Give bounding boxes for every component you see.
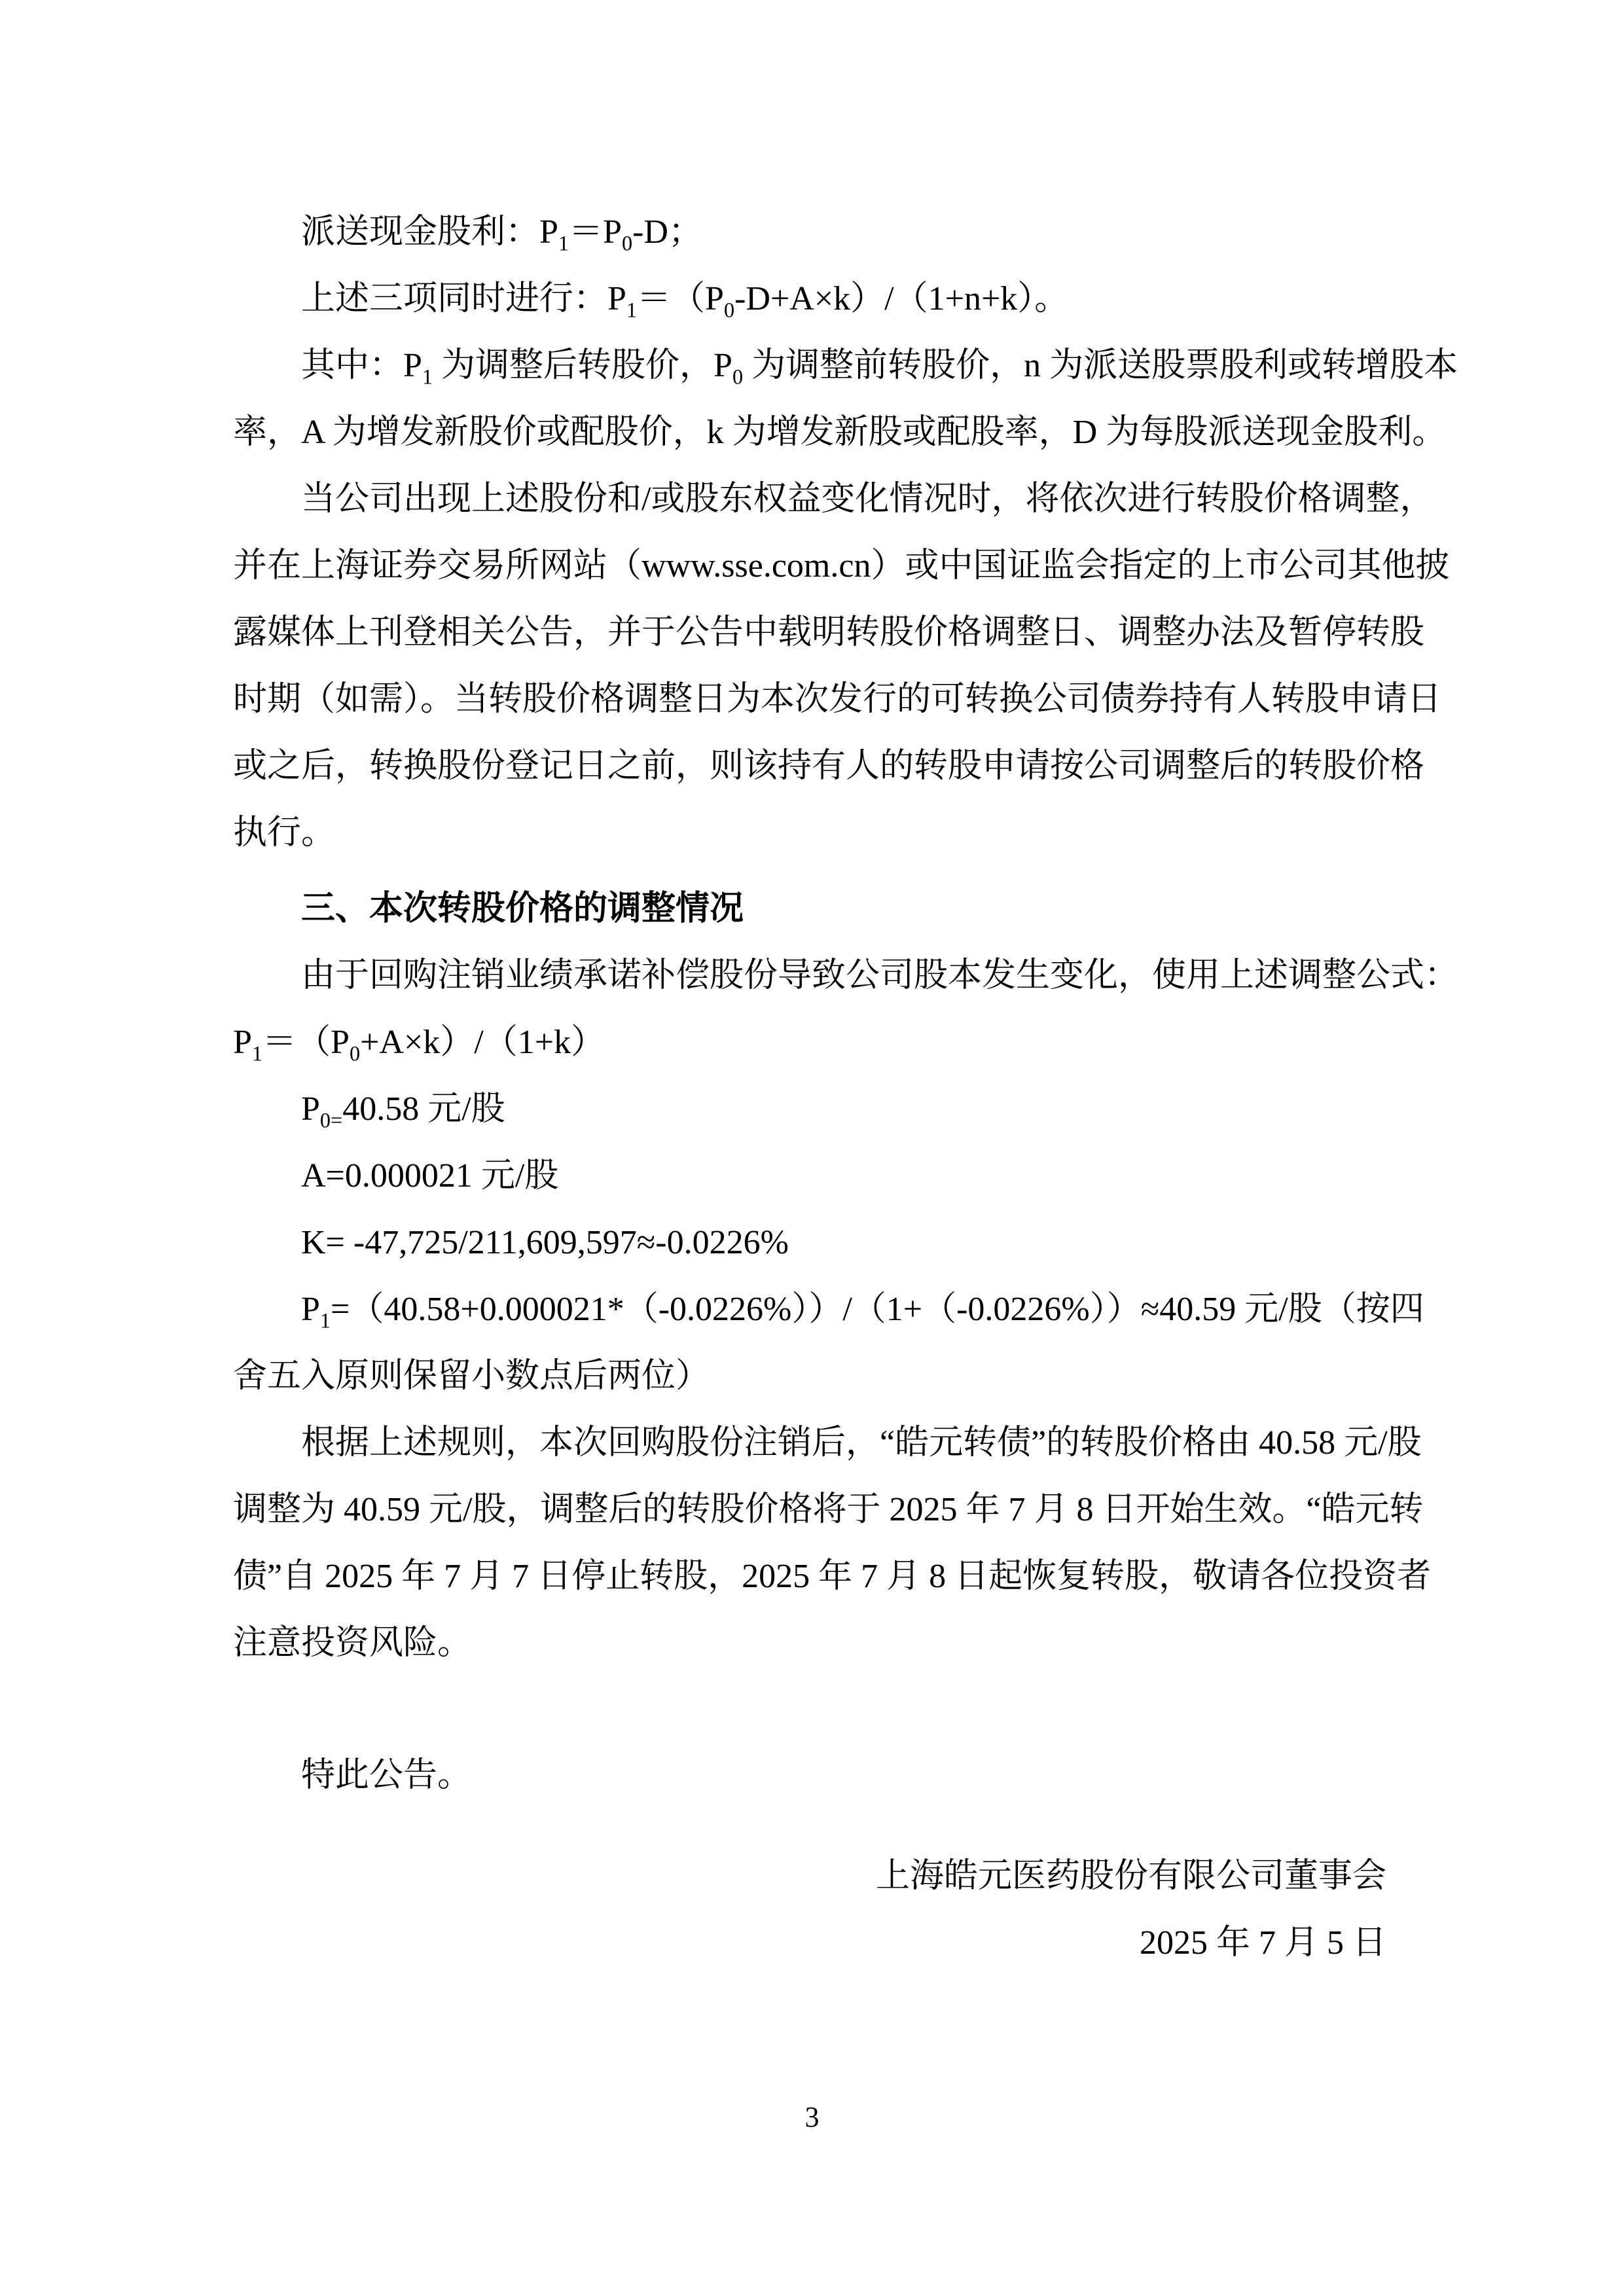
text-line [233,199,1390,266]
document-body [233,199,1459,1977]
paragraph-block [233,942,1459,1076]
text-segment: -D+A×k）/（1+n+k）。 [734,280,1069,317]
text-line [233,1343,1390,1410]
subscript-text: 0 [723,298,735,322]
paragraph-block [233,1910,1390,1977]
text-line [233,1477,1424,1543]
paragraph-block [233,332,1458,466]
text-line [233,1410,1422,1477]
text-segment: 上海皓元医药股份有限公司董事会 [875,1857,1386,1895]
section-heading [233,876,1390,942]
text-segment: -D； [632,213,702,251]
text-line [233,1009,1390,1076]
text-segment: 2025 年 7 月 5 日 [1139,1924,1386,1962]
text-line [233,1210,1390,1276]
subscript-text: 1 [422,365,433,389]
page-number: 3 [804,2101,820,2133]
paragraph-block [233,1276,1424,1410]
text-segment: P [301,1291,320,1328]
text-segment: ＝（P [262,1024,350,1061]
text-line [233,1276,1424,1343]
page-footer [0,2098,1624,2137]
text-line [233,942,1459,1009]
subscript-text: 1 [251,1041,263,1066]
text-line [233,1543,1432,1610]
subscript-text: 1 [558,231,569,255]
paragraph-block [233,1410,1432,1677]
text-line [233,600,1425,666]
text-line [233,533,1450,600]
text-segment: =（40.58+0.000021*（-0.0226%））/（1+（-0.0226%））≈40.59 元/股（按四 [331,1291,1424,1328]
text-line [233,266,1390,332]
text-segment: 执行。 [233,814,336,852]
subscript-text: 0 [732,365,744,389]
text-segment: 时期（如需）。当转股价格调整日为本次发行的可转换公司债券持有人转股申请日 [233,681,1442,718]
text-line [233,332,1458,399]
text-segment: 为调整前转股价，n 为派送股票股利或转增股本 [743,347,1458,384]
subscript-text: 1 [626,298,638,322]
text-line [233,1843,1390,1910]
paragraph-block [233,1076,1390,1143]
text-segment: 调整为 40.59 元/股，调整后的转股价格将于 2025 年 7 月 8 日开始生效。“皓元转 [233,1491,1424,1528]
text-segment: 率，A 为增发新股价或配股价，k 为增发新股或配股率，D 为每股派送现金股利。 [233,414,1447,451]
text-segment: 40.58 元/股 [342,1090,505,1128]
text-line [233,399,1447,466]
text-line [233,1610,1390,1677]
text-line [233,1076,1390,1143]
paragraph-block [233,466,1450,867]
subscript-text: 0 [349,1041,361,1066]
text-segment: P [233,1024,252,1061]
subscript-text: 1 [319,1308,331,1333]
text-segment: 特此公告。 [301,1757,472,1794]
paragraph-block [233,1742,1390,1809]
text-segment: 舍五入原则保留小数点后两位） [233,1357,710,1395]
text-segment: 为调整后转股价，P [433,347,732,384]
text-segment: 或之后，转换股份登记日之前，则该持有人的转股申请按公司调整后的转股价格 [233,747,1425,785]
paragraph-block [233,199,1390,266]
text-segment: 并在上海证券交易所网站（www.sse.com.cn）或中国证监会指定的上市公司其他披 [233,547,1450,584]
paragraph-block [233,266,1390,332]
paragraph-block [233,1210,1390,1276]
text-segment: A=0.000021 元/股 [301,1157,559,1194]
text-line [233,1910,1390,1977]
text-segment: 注意投资风险。 [233,1624,472,1662]
text-segment: 债”自 2025 年 7 月 7 日停止转股，2025 年 7 月 8 日起恢复转股，敬请各位投资者 [233,1558,1432,1595]
subscript-text: 0= [319,1108,343,1132]
text-segment: 根据上述规则，本次回购股份注销后，“皓元转债”的转股价格由 40.58 元/股 [301,1424,1422,1462]
text-segment: 露媒体上刊登相关公告，并于公告中载明转股价格调整日、调整办法及暂停转股 [233,614,1425,651]
text-segment: 当公司出现上述股份和/或股东权益变化情况时，将依次进行转股价格调整， [301,480,1434,518]
text-segment: 由于回购注销业绩承诺补偿股份导致公司股本发生变化，使用上述调整公式： [301,957,1459,994]
text-line [233,800,1390,867]
section-heading-block [233,876,1390,942]
text-line [233,1742,1390,1809]
text-line [233,466,1434,533]
text-line [233,666,1442,733]
paragraph-block [233,1843,1390,1910]
text-line [233,1143,1390,1210]
subscript-text: 0 [621,231,633,255]
text-segment: 三、本次转股价格的调整情况 [301,890,744,927]
paragraph-block [233,1143,1390,1210]
text-segment: ＝P [569,213,622,251]
text-segment: 上述三项同时进行：P [301,280,626,317]
text-segment: P [301,1090,320,1128]
text-segment: +A×k）/（1+k） [360,1024,605,1061]
text-line [233,733,1425,800]
text-segment: 其中：P [301,347,422,384]
text-segment: K= -47,725/211,609,597≈-0.0226% [301,1224,789,1261]
text-segment: ＝（P [637,280,724,317]
text-segment: 派送现金股利：P [301,213,558,251]
